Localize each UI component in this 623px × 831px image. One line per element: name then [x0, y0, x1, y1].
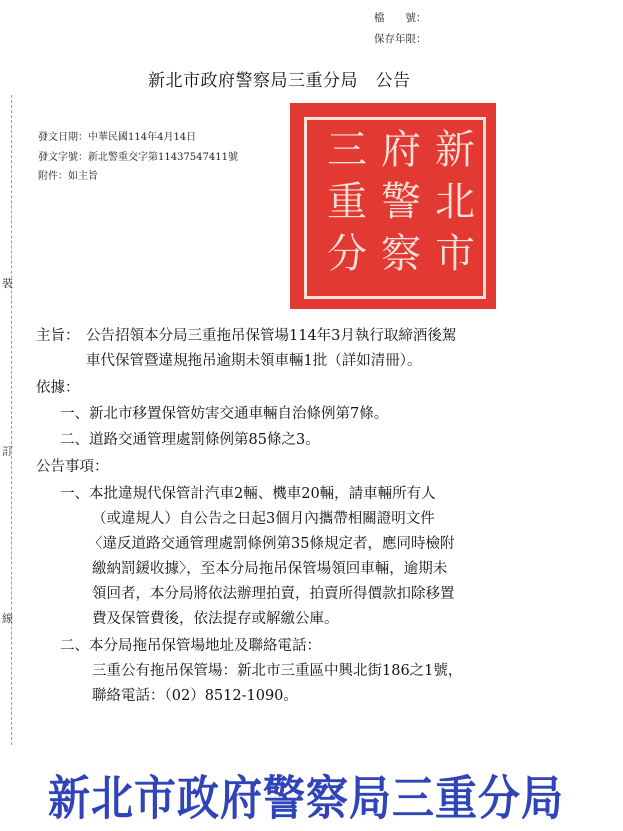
binding-char-ding: 訂	[2, 445, 13, 458]
subject-line: 公告招領本分局三重拖吊保管場114年3月執行取締酒後駕	[86, 328, 457, 344]
basis-label: 依據：	[36, 380, 80, 396]
notice-item-line: 三重公有拖吊保管場：新北市三重區中興北街186之1號，	[92, 663, 463, 679]
notice-item-line: 繳納罰鍰收據〉，至本分局拖吊保管場領回車輛，逾期未	[92, 561, 448, 577]
subject-line: 車代保管暨違規拖吊逾期未領車輛1批（詳如清冊）。	[86, 353, 422, 369]
basis-item: 一、新北市移置保管妨害交通車輛自治條例第7條。	[60, 406, 389, 422]
basis-item: 二、道路交通管理處罰條例第85條之3。	[60, 432, 320, 448]
notice-item-line: 〈違反道路交通管理處罰條例第35條規定者，應同時檢附	[88, 536, 455, 552]
seal-char: 新	[435, 127, 475, 173]
notice-item-line: 二、本分局拖吊保管場地址及聯絡電話：	[60, 638, 321, 654]
agency-signature-stamp: 新北市政府警察局三重分局	[48, 770, 565, 826]
seal-char: 北	[435, 179, 475, 225]
notice-item-line: （或違規人）自公告之日起3個月內攜帶相關證明文件	[92, 511, 435, 527]
seal-char: 府	[381, 127, 421, 173]
seal-char: 察	[381, 231, 421, 277]
attachment-note: 附件：如主旨	[38, 171, 98, 182]
seal-char: 市	[435, 231, 475, 277]
seal-char: 警	[381, 179, 421, 225]
subject-label: 主旨：	[36, 328, 80, 344]
file-number-label: 檔 號：	[374, 12, 427, 24]
page-title: 新北市政府警察局三重分局 公告	[148, 71, 411, 91]
notice-item-line: 領回者，本分局將依法辦理拍賣，拍賣所得價款扣除移置	[92, 586, 455, 602]
binding-char-zhuang: 裝	[2, 277, 13, 290]
seal-char: 分	[327, 231, 367, 277]
seal-char: 三	[327, 127, 367, 173]
notice-item-line: 聯絡電話：（02）8512-1090。	[92, 688, 298, 704]
notice-item-line: 一、本批違規代保管計汽車2輛、機車20輛，請車輛所有人	[60, 486, 436, 502]
binding-char-xian: 線	[2, 612, 13, 625]
seal-char: 重	[327, 179, 367, 225]
retention-period-label: 保存年限：	[374, 33, 427, 45]
binding-line	[11, 95, 12, 745]
document-number: 發文字號：新北警重交字第11437547411號	[38, 152, 238, 163]
notice-item-line: 費及保管費後，依法提存或解繳公庫。	[92, 611, 339, 627]
notice-label: 公告事項：	[36, 459, 109, 475]
official-seal	[290, 103, 496, 309]
issue-date: 發文日期：中華民國114年4月14日	[38, 132, 197, 143]
seal-border	[304, 117, 486, 299]
